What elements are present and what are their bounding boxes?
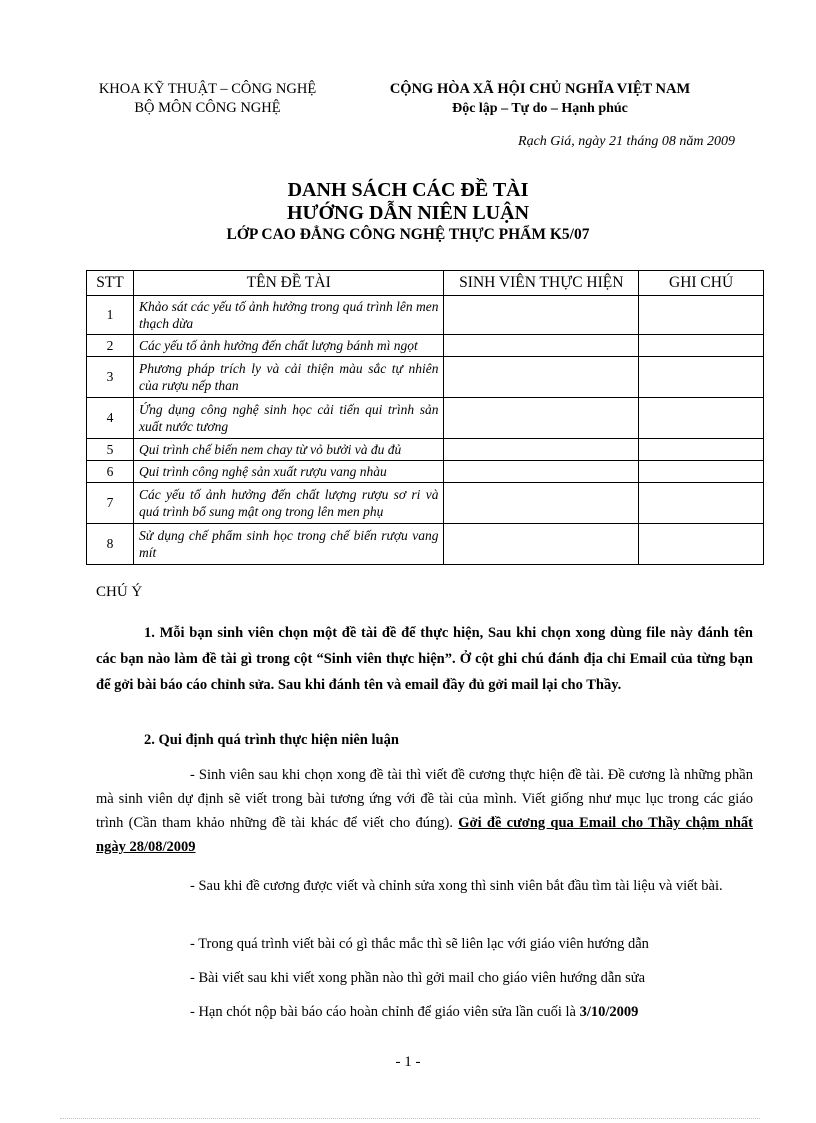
title-line-1: DANH SÁCH CÁC ĐỀ TÀI	[287, 179, 529, 201]
row-topic-name: Qui trình công nghệ sản xuất rượu vang nhàu	[133, 461, 444, 483]
rule-submit-parts: - Bài viết sau khi viết xong phần nào thì gởi mail cho giáo viên hướng dẫn sửa	[190, 970, 646, 986]
row-note-cell[interactable]	[639, 398, 764, 439]
table-row	[87, 335, 764, 357]
table-header-row	[87, 271, 764, 296]
row-student-cell[interactable]	[444, 357, 639, 398]
table-row	[87, 296, 764, 335]
faculty-header	[90, 80, 325, 118]
rule-final-deadline	[190, 1000, 750, 1024]
row-topic-name: Sử dụng chế phẩm sinh học trong chế biến rượu vang mít	[133, 524, 444, 565]
note-paragraph-1: 1. Mỗi bạn sinh viên chọn một đề tài đề để thực hiện, Sau khi chọn xong dùng file này đánh tên các bạn nào làm đề tài gì trong cột “Sinh viên thực hiện”. Ở cột ghi chú đánh địa chỉ Email của từng bạn để gởi bài báo cáo chỉnh sửa. Sau khi đánh tên và email đầy đủ gởi mail lại cho Thầy.	[96, 625, 753, 693]
row-topic-name: Ứng dụng công nghệ sinh học cải tiến qui trình sản xuất nước tương	[133, 398, 444, 439]
national-header	[380, 80, 700, 118]
row-note-cell[interactable]	[639, 461, 764, 483]
row-note-cell[interactable]	[639, 296, 764, 335]
header-student: SINH VIÊN THỰC HIỆN	[444, 271, 639, 296]
rule-outline-text: - Sinh viên sau khi chọn xong đề tài thì viết đề cương thực hiện đề tài. Đề cương là những phần mà sinh viên dự định sẽ viết trong bài tương ứng với đề tài của mình. Viết giống như mục lục trong các giáo trình (Cần tham khảo những đề tài khác để viết cho đúng).	[96, 767, 753, 831]
title-line-3: LỚP CAO ĐẲNG CÔNG NGHỆ THỰC PHẨM K5/07	[226, 226, 590, 243]
row-stt: 8	[87, 524, 134, 565]
rule-questions: - Trong quá trình viết bài có gì thắc mắc thì sẽ liên lạc với giáo viên hướng dẫn	[190, 936, 649, 952]
faculty-name: KHOA KỸ THUẬT – CÔNG NGHỆ	[98, 81, 317, 97]
row-student-cell[interactable]	[444, 296, 639, 335]
rule-outline	[96, 763, 753, 859]
row-stt: 7	[87, 483, 134, 524]
header-topic-name: TÊN ĐỀ TÀI	[133, 271, 444, 296]
row-student-cell[interactable]	[444, 335, 639, 357]
row-student-cell[interactable]	[444, 461, 639, 483]
table-row	[87, 398, 764, 439]
row-student-cell[interactable]	[444, 524, 639, 565]
title-line-2: HƯỚNG DẪN NIÊN LUẬN	[286, 202, 530, 224]
outline-deadline: Gởi đề cương qua Email cho Thầy chậm nhất ngày 28/08/2009	[96, 815, 753, 855]
row-topic-name: Phương pháp trích ly và cải thiện màu sắc tự nhiên của rượu nếp than	[133, 357, 444, 398]
date-line: Rạch Giá, ngày 21 tháng 08 năm 2009	[518, 134, 735, 149]
row-note-cell[interactable]	[639, 439, 764, 461]
rule-research: - Sau khi đề cương được viết và chỉnh sửa xong thì sinh viên bắt đầu tìm tài liệu và viết bài.	[190, 878, 723, 894]
row-stt: 3	[87, 357, 134, 398]
topics-table	[86, 270, 764, 565]
row-topic-name: Qui trình chế biến nem chay từ vỏ bưởi và đu đủ	[133, 439, 444, 461]
row-stt: 4	[87, 398, 134, 439]
table-row	[87, 357, 764, 398]
row-note-cell[interactable]	[639, 483, 764, 524]
notes-heading: CHÚ Ý	[96, 584, 143, 600]
header-stt: STT	[87, 271, 134, 296]
page-number: - 1 -	[395, 1054, 421, 1070]
country-name: CỘNG HÒA XÃ HỘI CHỦ NGHĨA VIỆT NAM	[389, 81, 691, 97]
row-topic-name: Các yếu tố ảnh hưởng đến chất lượng bánh mì ngọt	[133, 335, 444, 357]
row-stt: 1	[87, 296, 134, 335]
page-bottom-divider	[60, 1118, 760, 1119]
table-row	[87, 524, 764, 565]
row-student-cell[interactable]	[444, 398, 639, 439]
row-stt: 5	[87, 439, 134, 461]
table-row	[87, 483, 764, 524]
note-paragraph-2: 2. Qui định quá trình thực hiện niên luận	[144, 732, 399, 748]
row-stt: 2	[87, 335, 134, 357]
national-motto: Độc lập – Tự do – Hạnh phúc	[452, 101, 628, 116]
row-topic-name: Các yếu tố ảnh hưởng đến chất lượng rượu sơ ri và quá trình bổ sung mật ong trong lên men phụ	[133, 483, 444, 524]
row-stt: 6	[87, 461, 134, 483]
header-note: GHI CHÚ	[639, 271, 764, 296]
document-title	[100, 179, 716, 245]
row-note-cell[interactable]	[639, 524, 764, 565]
row-note-cell[interactable]	[639, 335, 764, 357]
final-deadline-date: 3/10/2009	[579, 1004, 639, 1020]
row-student-cell[interactable]	[444, 483, 639, 524]
final-deadline-text: - Hạn chót nộp bài báo cáo hoàn chỉnh để giáo viên sửa lần cuối là	[190, 1004, 580, 1020]
row-student-cell[interactable]	[444, 439, 639, 461]
table-row	[87, 461, 764, 483]
row-note-cell[interactable]	[639, 357, 764, 398]
row-topic-name: Khảo sát các yếu tố ảnh hưởng trong quá trình lên men thạch dừa	[133, 296, 444, 335]
department-name: BỘ MÔN CÔNG NGHỆ	[134, 100, 281, 116]
table-row	[87, 439, 764, 461]
